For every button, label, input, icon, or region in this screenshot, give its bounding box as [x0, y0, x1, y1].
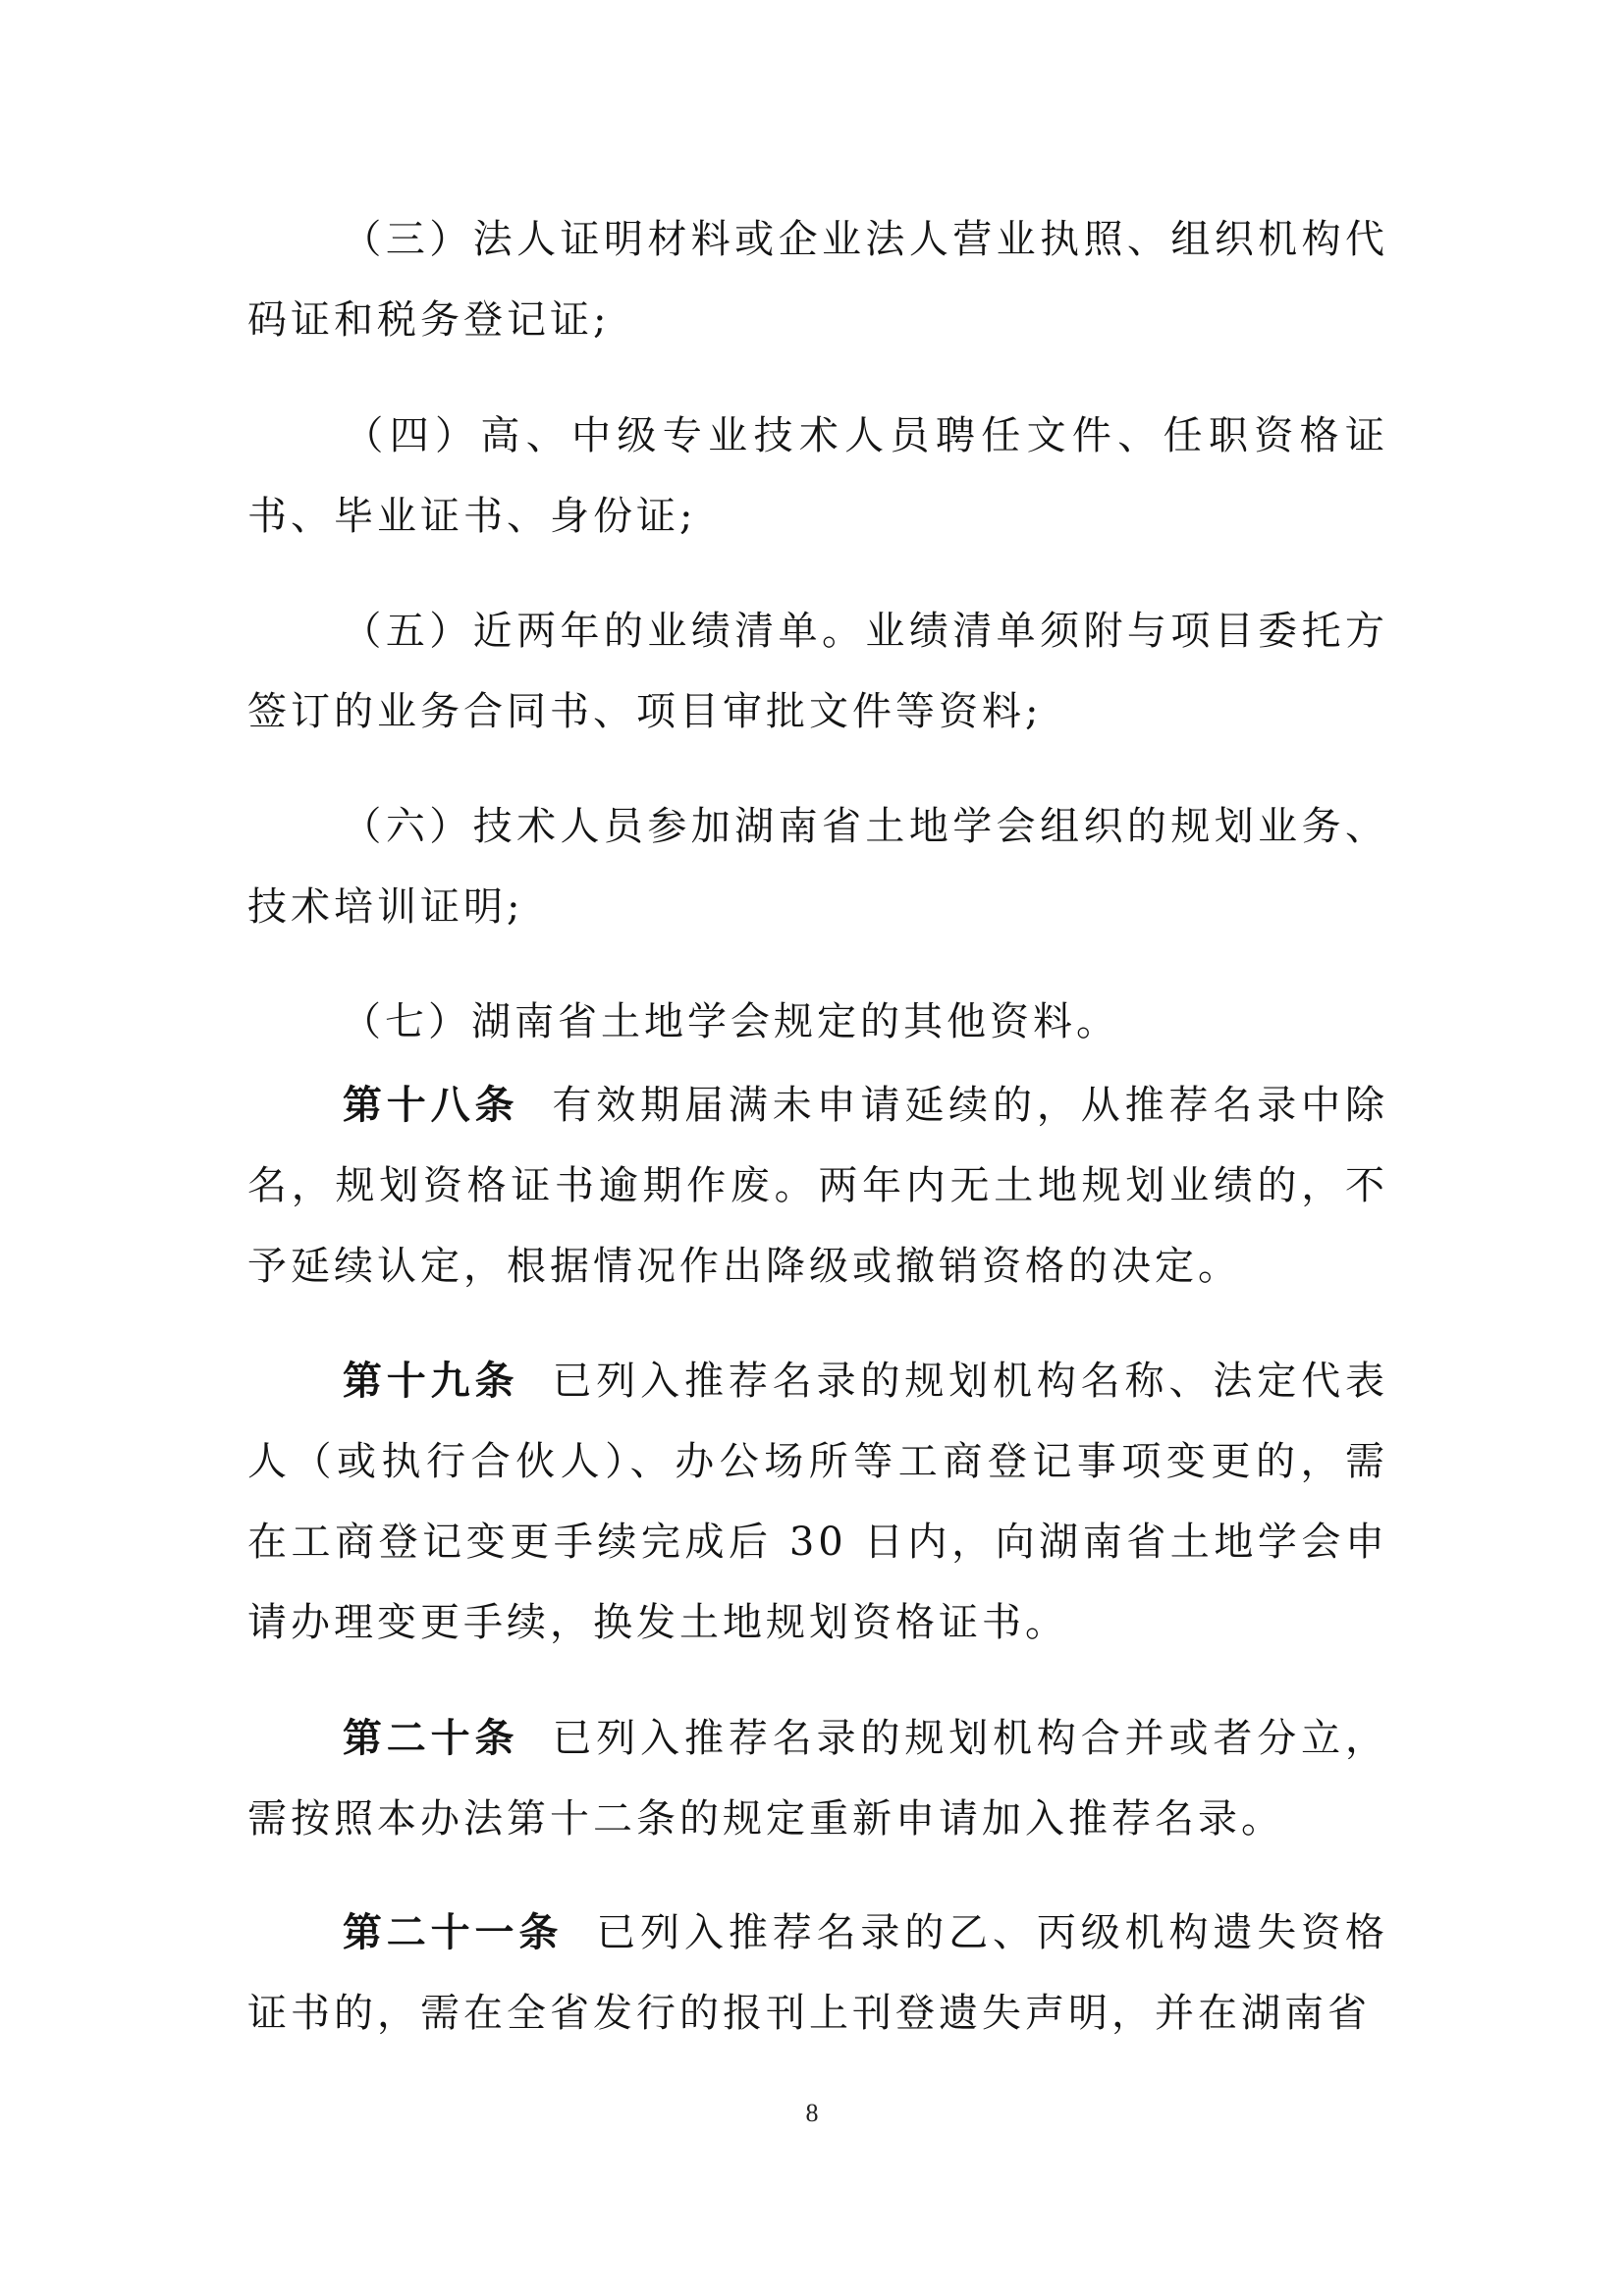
article-20 [247, 1698, 1388, 1859]
article-21 [247, 1893, 1388, 2054]
list-item-6 [247, 786, 1388, 947]
list-item-7-text: （七）湖南省土地学会规定的其他资料。 [342, 999, 1119, 1044]
list-item-6-text: （六）技术人员参加湖南省土地学会组织的规划业务、技术培训证明; [247, 804, 1388, 930]
article-21-heading: 第二十一条 [342, 1909, 564, 1955]
article-18-text: 有效期届满未申请延续的，从推荐名录中除名，规划资格证书逾期作废。两年内无土地规划业绩的，不予延续认定，根据情况作出降级或撤销资格的决定。 [247, 1083, 1389, 1289]
article-20-text: 已列入推荐名录的规划机构合并或者分立，需按照本办法第十二条的规定重新申请加入推荐名录。 [247, 1716, 1389, 1842]
list-item-4-text: （四）高、中级专业技术人员聘任文件、任职资格证书、毕业证书、身份证; [247, 413, 1388, 539]
article-19 [247, 1341, 1388, 1663]
list-item-5 [247, 591, 1388, 752]
article-18 [247, 1065, 1388, 1307]
article-20-heading: 第二十条 [342, 1715, 519, 1761]
article-18-heading: 第十八条 [342, 1082, 519, 1128]
article-19-heading: 第十九条 [342, 1358, 519, 1404]
list-item-4 [247, 396, 1388, 557]
list-item-3-text: （三）法人证明材料或企业法人营业执照、组织机构代码证和税务登记证; [247, 217, 1388, 343]
article-19-text: 已列入推荐名录的规划机构名称、法定代表人（或执行合伙人）、办公场所等工商登记事项变更的，需在工商登记变更手续完成后 30 日内，向湖南省土地学会申请办理变更手续，换发土地规划资格证书。 [247, 1359, 1389, 1645]
list-item-3 [247, 199, 1388, 360]
page-number: 8 [805, 2099, 819, 2127]
list-item-7 [247, 982, 1388, 1062]
article-21-text: 已列入推荐名录的乙、丙级机构遗失资格证书的，需在全省发行的报刊上刊登遗失声明，并在湖南省 [247, 1910, 1389, 2036]
list-item-5-text: （五）近两年的业绩清单。业绩清单须附与项目委托方签订的业务合同书、项目审批文件等资料; [247, 609, 1388, 734]
